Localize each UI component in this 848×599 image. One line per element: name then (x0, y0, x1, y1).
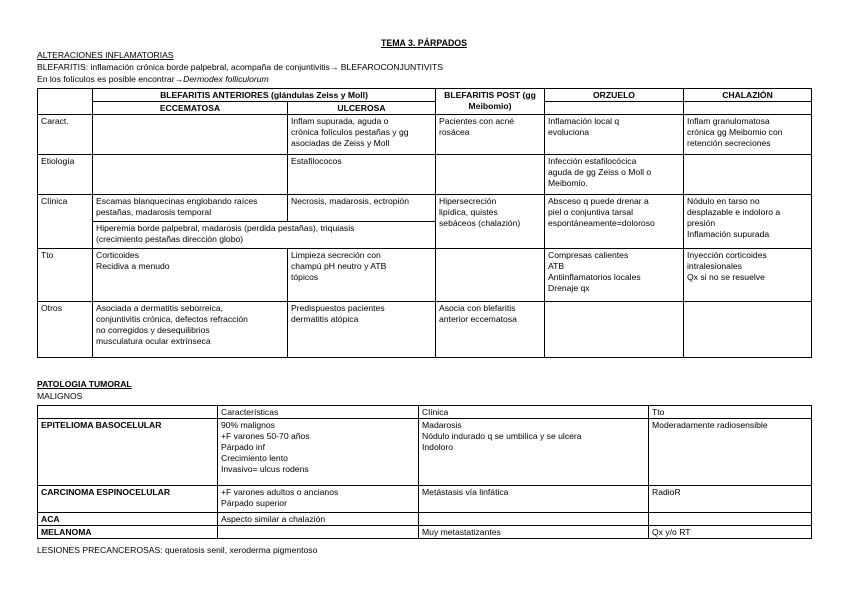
header-eccematosa: ECCEMATOSA (93, 102, 288, 115)
cell-line: Nódulo indurado q se umbilica y se ulcera (422, 431, 582, 441)
cell-line: Predispuestos pacientes (291, 303, 385, 313)
otros-chalazion (684, 302, 812, 358)
malignos-subheading: MALIGNOS (37, 391, 83, 401)
col-header-clinica: Clínica (419, 406, 649, 419)
cell-line: Nódulo en tarso no (687, 196, 760, 206)
inflam-heading: ALTERACIONES INFLAMATORIAS (37, 50, 174, 60)
tto-eccematosa (93, 249, 288, 302)
cell-line: Metástasis vía linfática (422, 487, 509, 497)
etiologia-orzuelo (545, 155, 684, 195)
otros-orzuelo (545, 302, 684, 358)
cell-line: conjuntivitis crónica, defectos refracción (96, 314, 248, 324)
cell-line: aguda de gg Zeiss o Moll o (548, 167, 652, 177)
cell-line: dermatitis atópica (291, 314, 359, 324)
clinica-shared (93, 222, 436, 249)
header-post (436, 89, 545, 115)
tumor-clinica (419, 486, 649, 513)
tto-post (436, 249, 545, 302)
cell-line: intralesionales (687, 261, 742, 271)
tumor-name: EPITELIOMA BASOCELULAR (38, 419, 218, 486)
cell-line: tópicos (291, 272, 319, 282)
cell-line: Absceso q puede drenar a (548, 196, 649, 206)
tto-ulcerosa (288, 249, 436, 302)
cell-line: Infección estafilocócica (548, 156, 637, 166)
cell-line: Párpado inf (221, 442, 265, 452)
cell-line: Meibomio. (548, 178, 588, 188)
cell-line: Recidiva a menudo (96, 261, 170, 271)
tumor-tto (649, 419, 812, 486)
row-label-clinica: Clínica (38, 195, 93, 249)
clinica-post (436, 195, 545, 249)
header-ulcerosa: ULCEROSA (288, 102, 436, 115)
tumor-table (37, 405, 812, 539)
precancerosas-line: LESIONES PRECANCEROSAS: queratosis senil, xeroderma pigmentoso (37, 545, 318, 555)
tumor-name: MELANOMA (38, 526, 218, 539)
tumor-caract (218, 513, 419, 526)
cell-line: pestañas, madarosis temporal (96, 207, 212, 217)
etiologia-chalazion (684, 155, 812, 195)
inflammatory-table (37, 88, 812, 358)
cell-line: Moderadamente radiosensible (652, 420, 768, 430)
cell-line: Antiinflamatorios locales (548, 272, 641, 282)
cell-line: presión (687, 218, 716, 228)
cell-line: sebáceos (chalazión) (439, 218, 521, 228)
otros-post (436, 302, 545, 358)
cell-line: no corregidos y desequilibrios (96, 325, 210, 335)
cell-line: RadioR (652, 487, 681, 497)
header-chalazion: CHALAZIÓN (684, 89, 812, 102)
cell-line: desplazable e indoloro a (687, 207, 781, 217)
corner-cell (38, 406, 218, 419)
caract-post (436, 115, 545, 155)
clinica-eccematosa (93, 195, 288, 222)
tumor-clinica (419, 419, 649, 486)
caract-chalazion (684, 115, 812, 155)
tumor-clinica (419, 513, 649, 526)
col-header-tto: Tto (649, 406, 812, 419)
cell-line: Inyección corticoides (687, 250, 767, 260)
clinica-ulcerosa (288, 195, 436, 222)
cell-line: Invasivo= ulcus rodens (221, 464, 309, 474)
row-label-etiologia: Etiología (38, 155, 93, 195)
page-title: TEMA 3. PÁRPADOS (380, 38, 468, 48)
header-post-line: BLEFARITIS POST (gg (444, 90, 536, 100)
cell-line: musculatura ocular extrínseca (96, 336, 211, 346)
cell-line: (crecimiento pestañas dirección globo) (96, 234, 244, 244)
row-label-caract: Caract. (38, 115, 93, 155)
cell-line: Drenaje qx (548, 283, 590, 293)
otros-eccematosa (93, 302, 288, 358)
tto-chalazion (684, 249, 812, 302)
cell-line: 90% malignos (221, 420, 275, 430)
otros-ulcerosa (288, 302, 436, 358)
cell-line: Párpado superior (221, 498, 287, 508)
cell-line: lipídica, quistes (439, 207, 498, 217)
cell-line: crónica folículos pestañas y gg (291, 127, 409, 137)
tumor-caract (218, 526, 419, 539)
cell-line: Indoloro (422, 442, 454, 452)
tumor-name: ACA (38, 513, 218, 526)
etiologia-ulcerosa (288, 155, 436, 195)
caract-eccematosa (93, 115, 288, 155)
tumor-tto (649, 526, 812, 539)
empty-cell (545, 102, 684, 115)
cell-line: ATB (548, 261, 565, 271)
foliculos-line (37, 74, 269, 85)
cell-line: Corticoides (96, 250, 139, 260)
tumor-tto (649, 486, 812, 513)
col-header-caract: Características (218, 406, 419, 419)
header-anteriores: BLEFARITIS ANTERIORES (glándulas Zeiss y Moll) (93, 89, 436, 102)
cell-line: Escamas blanquecinas englobando raíces (96, 196, 258, 206)
cell-line: piel o conjuntiva tarsal (548, 207, 634, 217)
caract-orzuelo (545, 115, 684, 155)
caract-ulcerosa (288, 115, 436, 155)
cell-line: Aspecto similar a chalazión (221, 514, 326, 524)
cell-line: +F varones adultos o ancianos (221, 487, 339, 497)
clinica-chalazion (684, 195, 812, 249)
tumor-clinica (419, 526, 649, 539)
header-orzuelo: ORZUELO (545, 89, 684, 102)
cell-line: Hiperemia borde palpebral, madarosis (perdida pestañas), triquiasis (96, 223, 355, 233)
row-label-tto: Tto (38, 249, 93, 302)
foliculos-prefix: En los folículos es posible encontrar→ (37, 74, 184, 84)
cell-line: Compresas calientes (548, 250, 629, 260)
tumoral-heading: PATOLOGIA TUMORAL (37, 379, 132, 389)
cell-line: anterior eccematosa (439, 314, 517, 324)
corner-cell (38, 89, 93, 115)
etiologia-post (436, 155, 545, 195)
cell-line: Inflamación supurada (687, 229, 770, 239)
clinica-orzuelo (545, 195, 684, 249)
cell-line: Asocia con blefaritis (439, 303, 516, 313)
cell-line: Madarosis (422, 420, 462, 430)
cell-line: Inflam granulomatosa (687, 116, 770, 126)
cell-line: Estafilococos (291, 156, 342, 166)
row-label-otros: Otros (38, 302, 93, 358)
cell-line: Crecimiento lento (221, 453, 288, 463)
cell-line: Muy metastatizantes (422, 527, 501, 537)
etiologia-eccematosa (93, 155, 288, 195)
cell-line: Inflam supurada, aguda o (291, 116, 389, 126)
tumor-caract (218, 486, 419, 513)
cell-line: espontáneamente=doloroso (548, 218, 655, 228)
foliculos-species: Dermodex folliculorum (183, 74, 269, 84)
blefaritis-definition: BLEFARITIS: inflamación crónica borde palpebral, acompaña de conjuntivitis→ BLEFAROCONJUNTIVITS (37, 62, 443, 72)
tumor-caract (218, 419, 419, 486)
cell-line: retención secreciones (687, 138, 771, 148)
tumor-tto (649, 513, 812, 526)
cell-line: Limpieza secreción con (291, 250, 381, 260)
cell-line: rosácea (439, 127, 470, 137)
cell-line: asociadas de Zeiss y Moll (291, 138, 390, 148)
cell-line: Qx si no se resuelve (687, 272, 765, 282)
cell-line: Qx y/o RT (652, 527, 691, 537)
tto-orzuelo (545, 249, 684, 302)
cell-line: Asociada a dermatitis seborreica, (96, 303, 224, 313)
cell-line: evoluciona (548, 127, 590, 137)
tumor-name: CARCINOMA ESPINOCELULAR (38, 486, 218, 513)
cell-line: Pacientes con acné (439, 116, 515, 126)
cell-line: champú pH neutro y ATB (291, 261, 387, 271)
cell-line: Necrosis, madarosis, ectropión (291, 196, 409, 206)
cell-line: Hipersecreción (439, 196, 497, 206)
cell-line: Inflamación local q (548, 116, 620, 126)
empty-cell (684, 102, 812, 115)
cell-line: +F varones 50-70 años (221, 431, 310, 441)
cell-line: crónica gg Meibomio con (687, 127, 783, 137)
header-post-line: Meibomio) (468, 101, 512, 111)
